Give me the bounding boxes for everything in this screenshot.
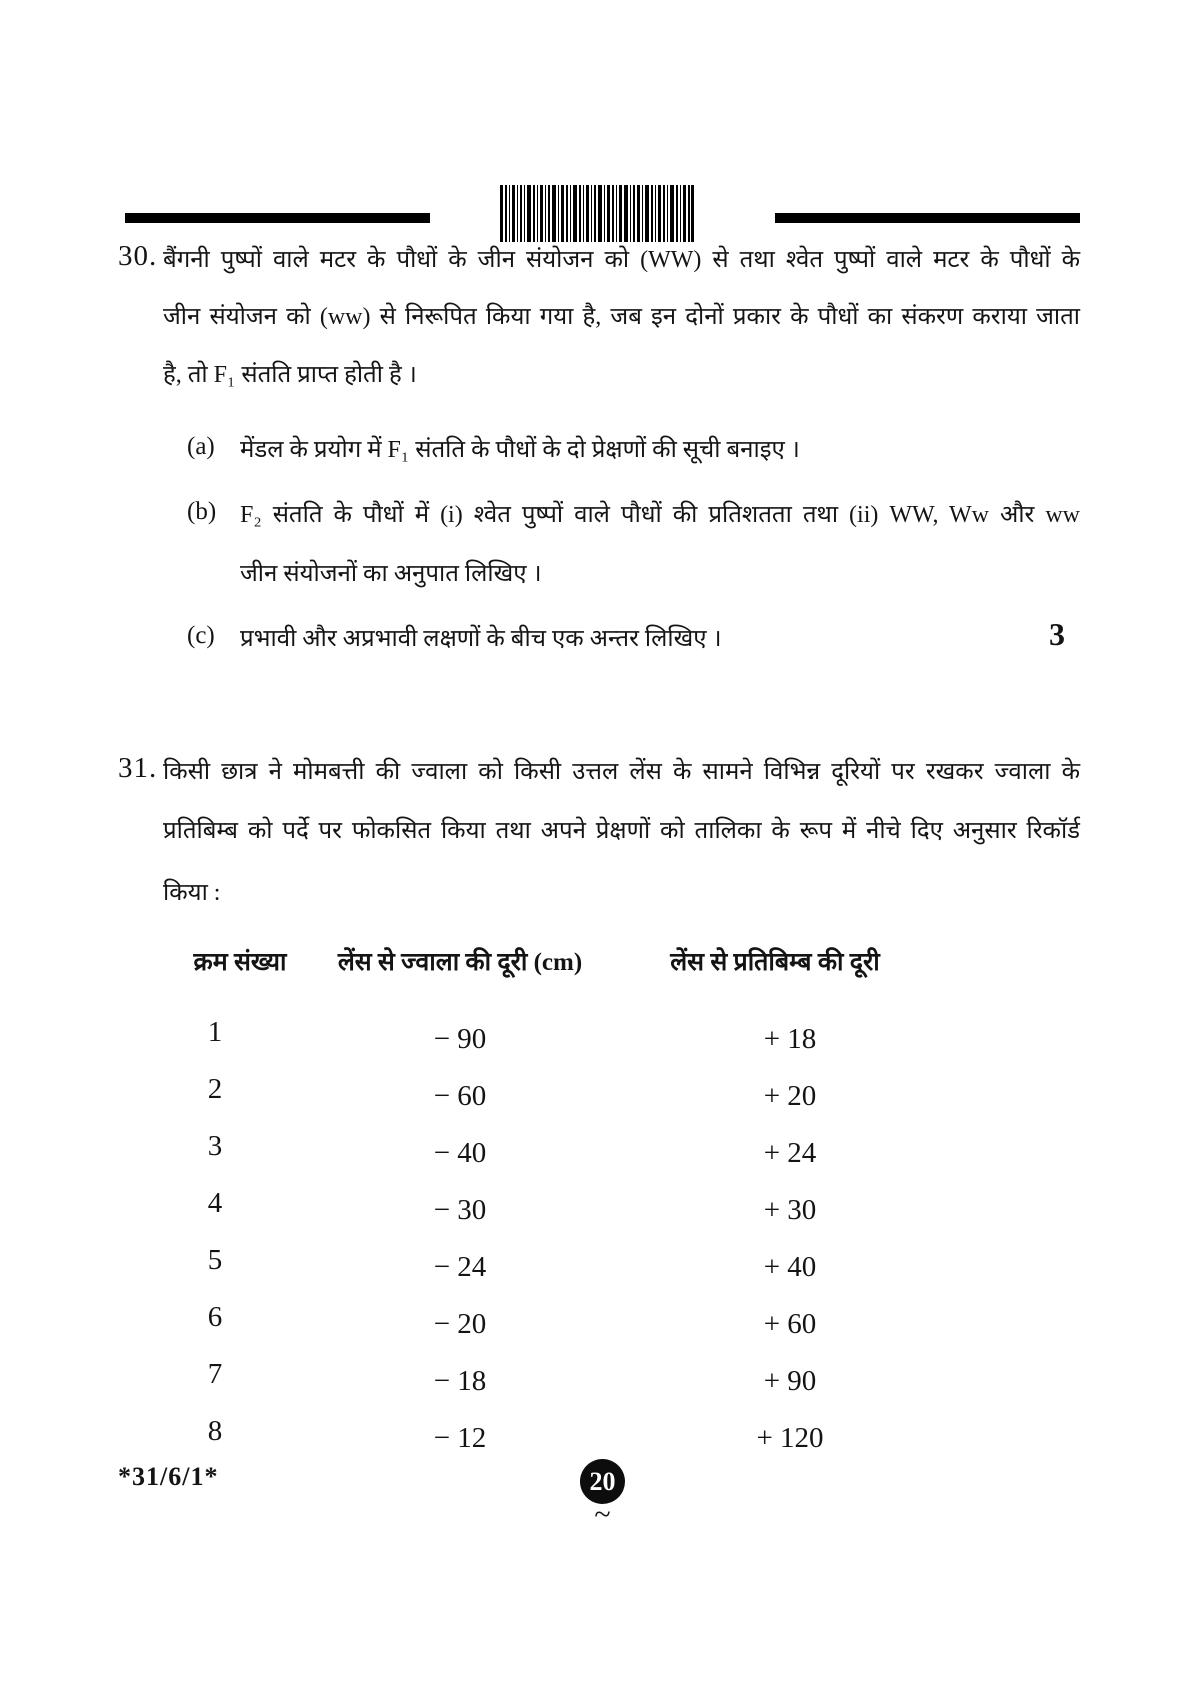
tilde-mark: ~ [594,1498,611,1531]
table-row [0,1073,1190,1117]
barcode-icon [500,185,694,242]
table-row [0,1358,1190,1402]
table-row [0,1130,1190,1174]
table-row [0,1244,1190,1288]
object-distance-cell: − 90 [433,1023,487,1055]
question-31-line-2: प्रतिबिम्ब को पर्दे पर फोकसित किया तथा अपने प्रेक्षणों को तालिका के रूप में नीचे दिए अनुसार रिकॉर्ड [163,818,1080,844]
part-b-text-line-1: F₂ संतति के पौधों में (i) श्वेत पुष्पों वाले पौधों की प्रतिशतता तथा (ii) WW, Ww और ww [240,502,1080,528]
image-distance-cell: + 18 [763,1023,817,1055]
question-31-line-3: किया : [163,880,221,906]
question-30-number: 30. [118,240,158,272]
image-distance-cell: + 24 [763,1137,817,1169]
serial-cell: 2 [207,1073,223,1105]
image-distance-cell: + 120 [756,1422,824,1454]
question-31-number: 31. [118,752,158,784]
part-a-label: (a) [187,433,215,460]
question-30-line-3: है, तो F₁ संतति प्राप्त होती है । [163,362,417,388]
part-c-label: (c) [187,622,215,649]
question-30-line-1: बैंगनी पुष्पों वाले मटर के पौधों के जीन संयोजन को (WW) से तथा श्वेत पुष्पों वाले मटर के पौधों के [163,247,1080,273]
object-distance-cell: − 18 [433,1365,487,1397]
serial-cell: 7 [207,1358,223,1390]
serial-cell: 3 [207,1130,223,1162]
table-header-image-distance: लेंस से प्रतिबिम्ब की दूरी [670,949,880,976]
object-distance-cell: − 40 [433,1137,487,1169]
table-row [0,1415,1190,1459]
table-row [0,1187,1190,1231]
table-header-object-distance: लेंस से ज्वाला की दूरी (cm) [337,949,583,976]
part-a-text: मेंडल के प्रयोग में F₁ संतति के पौधों के दो प्रेक्षणों की सूची बनाइए । [240,437,800,463]
serial-cell: 1 [207,1016,223,1048]
image-distance-cell: + 40 [763,1251,817,1283]
question-30-line-2: जीन संयोजन को (ww) से निरूपित किया गया है, जब इन दोनों प्रकार के पौधों का संकरण कराया जाता [163,304,1080,330]
part-c-text: प्रभावी और अप्रभावी लक्षणों के बीच एक अन्तर लिखिए । [240,626,722,652]
table-row [0,1016,1190,1060]
question-30-marks: 3 [1049,616,1065,652]
object-distance-cell: − 20 [433,1308,487,1340]
image-distance-cell: + 20 [763,1080,817,1112]
part-b-text-line-2: जीन संयोजनों का अनुपात लिखिए । [240,561,542,587]
serial-cell: 8 [207,1415,223,1447]
serial-cell: 5 [207,1244,223,1276]
table-row [0,1301,1190,1345]
serial-cell: 6 [207,1301,223,1333]
object-distance-cell: − 30 [433,1194,487,1226]
object-distance-cell: − 24 [433,1251,487,1283]
image-distance-cell: + 90 [763,1365,817,1397]
object-distance-cell: − 60 [433,1080,487,1112]
question-31-line-1: किसी छात्र ने मोमबत्ती की ज्वाला को किसी उत्तल लेंस के सामने विभिन्न दूरियों पर रखकर ज्वाला के [163,759,1080,785]
part-b-label: (b) [187,498,217,525]
object-distance-cell: − 12 [433,1422,487,1454]
paper-code: *31/6/1* [118,1462,219,1491]
table-header-serial-number: क्रम संख्या [193,949,287,976]
header-rule-right [775,213,1080,223]
image-distance-cell: + 60 [763,1308,817,1340]
header-rule-left [125,213,430,223]
image-distance-cell: + 30 [763,1194,817,1226]
serial-cell: 4 [207,1187,223,1219]
page-number: 20 [589,1466,616,1496]
